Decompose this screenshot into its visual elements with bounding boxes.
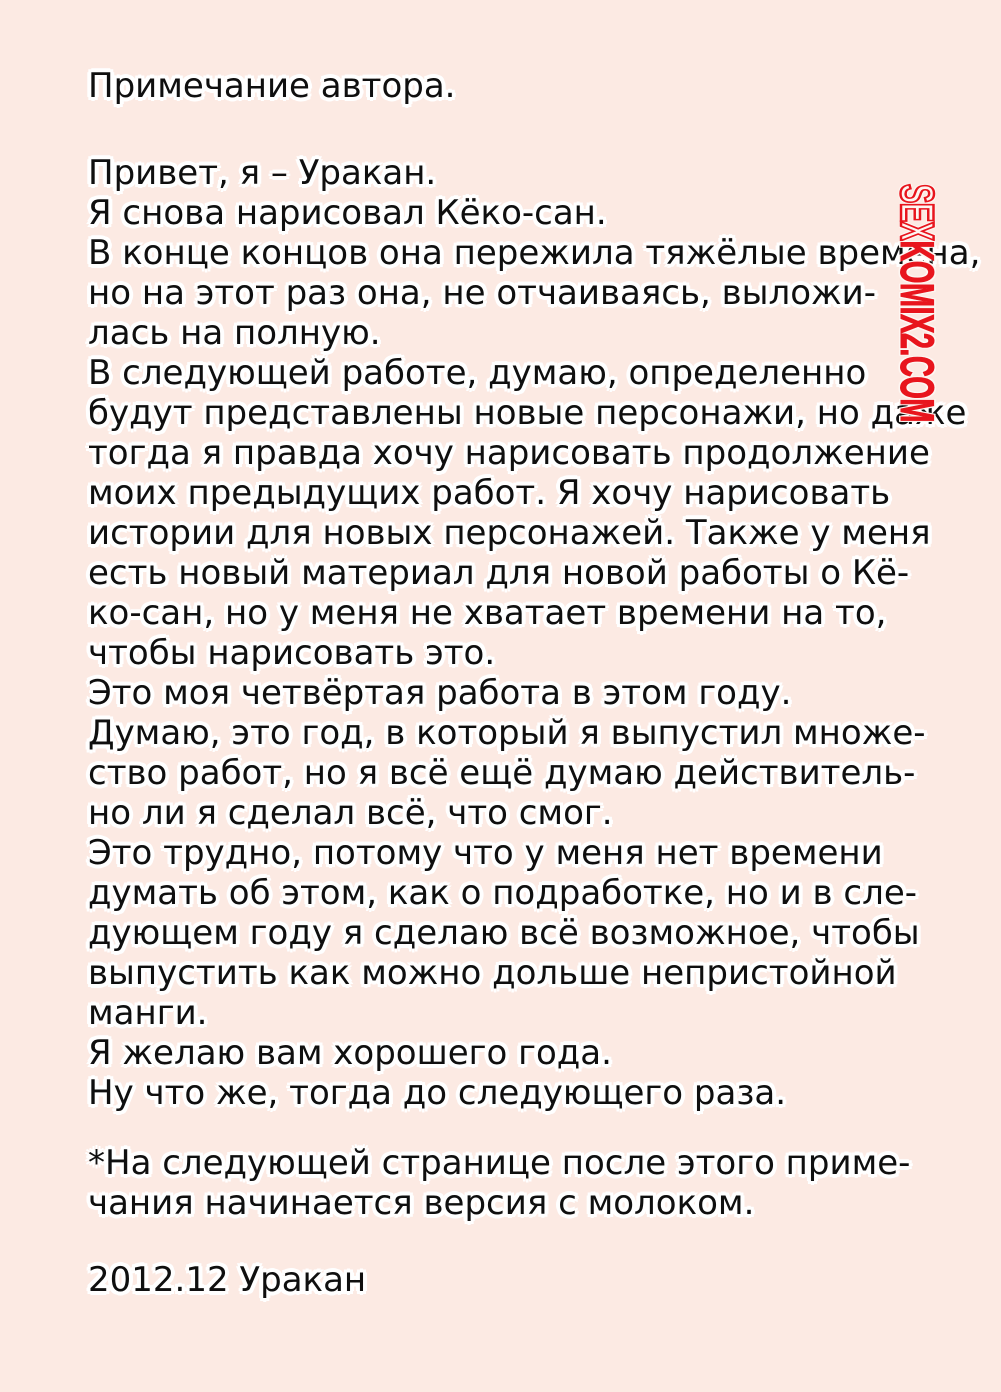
note-line: Это трудно, потому что у меня нет времени xyxy=(88,833,883,873)
note-line: но ли я сделал всё, что смог. xyxy=(88,793,613,833)
note-line: лась на полную. xyxy=(88,313,381,353)
note-line: будут представлены новые персонажи, но даже xyxy=(88,393,967,433)
sexkomix2-watermark xyxy=(847,154,988,422)
footnote-line: *На следующей странице после этого приме- xyxy=(88,1143,911,1183)
note-signature-block xyxy=(88,1260,980,1300)
note-line: ко-сан, но у меня не хватает времени на то, xyxy=(88,593,887,633)
watermark-solid-text: KOMIX2.COM xyxy=(891,240,944,422)
note-line: истории для новых персонажей. Также у меня xyxy=(88,513,931,553)
note-line: тогда я правда хочу нарисовать продолжение xyxy=(88,433,930,473)
note-line: есть новый материал для новой работы о Кё- xyxy=(88,553,910,593)
note-line: В конце концов она пережила тяжёлые времена, xyxy=(88,233,981,273)
note-line: выпустить как можно дольше непристойной xyxy=(88,953,897,993)
note-title: Примечание автора. xyxy=(88,66,456,106)
note-line: моих предыдущих работ. Я хочу нарисовать xyxy=(88,473,891,513)
date-signature: 2012.12 Уракан xyxy=(88,1260,367,1300)
note-line: ство работ, но я всё ещё думаю действитель- xyxy=(88,753,916,793)
note-line: Я желаю вам хорошего года. xyxy=(88,1033,612,1073)
note-line: В следующей работе, думаю, определенно xyxy=(88,353,867,393)
note-footnote xyxy=(88,1143,980,1223)
note-line: дующем году я сделаю всё возможное, чтобы xyxy=(88,913,920,953)
note-line: Это моя четвёртая работа в этом году. xyxy=(88,673,792,713)
note-line: Думаю, это год, в который я выпустил множе- xyxy=(88,713,926,753)
note-line: манги. xyxy=(88,993,208,1033)
note-line: но на этот раз она, не отчаиваясь, выложи- xyxy=(88,273,877,313)
note-line: Ну что же, тогда до следующего раза. xyxy=(88,1073,787,1113)
footnote-line: чания начинается версия с молоком. xyxy=(88,1183,755,1223)
note-line: чтобы нарисовать это. xyxy=(88,633,496,673)
note-line: Привет, я – Уракан. xyxy=(88,153,437,193)
watermark-outlined-text: SEX xyxy=(891,183,944,241)
note-line: Я снова нарисовал Кёко-сан. xyxy=(88,193,607,233)
note-line: думать об этом, как о подработке, но и в сле- xyxy=(88,873,917,913)
